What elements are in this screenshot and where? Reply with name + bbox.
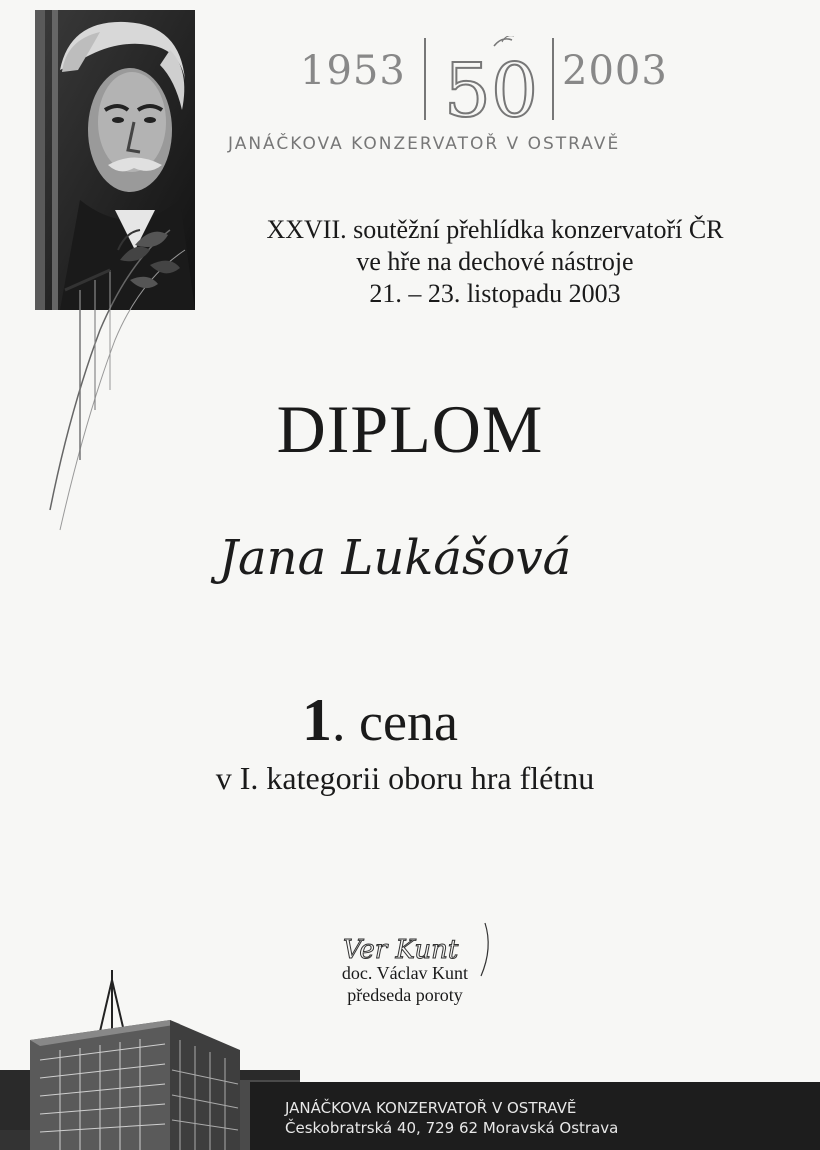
diploma-title: DIPLOM xyxy=(276,391,544,467)
prize-line xyxy=(0,686,760,755)
event-line-3: 21. – 23. listopadu 2003 xyxy=(369,279,621,308)
footer-address: Českobratrská 40, 729 62 Moravská Ostrava xyxy=(285,1119,619,1137)
divider-left xyxy=(424,38,426,120)
event-line-1: XXVII. soutěžní přehlídka konzervatoří ČR xyxy=(266,215,724,244)
footer-school-name: JANÁČKOVA KONZERVATOŘ V OSTRAVĚ xyxy=(285,1099,577,1117)
event-description xyxy=(210,214,780,310)
year-start: 1953 xyxy=(300,48,406,94)
flute-laurel-illustration xyxy=(40,210,200,550)
school-header-name: JANÁČKOVA KONZERVATOŘ V OSTRAVĚ xyxy=(228,134,621,154)
anniversary-heading xyxy=(300,38,700,128)
year-end: 2003 xyxy=(562,48,668,94)
prize-number: 1 xyxy=(302,687,333,753)
event-line-2: ve hře na dechové nástroje xyxy=(356,247,634,276)
anniversary-50-logo xyxy=(436,36,546,126)
footer-address-block xyxy=(285,1098,785,1138)
signer-block xyxy=(270,962,540,1006)
signer-role: předseda poroty xyxy=(347,985,463,1005)
signer-name: doc. Václav Kunt xyxy=(341,963,469,983)
prize-text: . cena xyxy=(332,692,458,752)
anniversary-number: 50 xyxy=(443,48,539,126)
signature-script: Ver Kunt xyxy=(343,935,459,965)
recipient-name: Jana Lukášová xyxy=(218,530,572,586)
prize-category: v I. kategorii oboru hra flétnu xyxy=(215,760,595,796)
divider-right xyxy=(552,38,554,120)
